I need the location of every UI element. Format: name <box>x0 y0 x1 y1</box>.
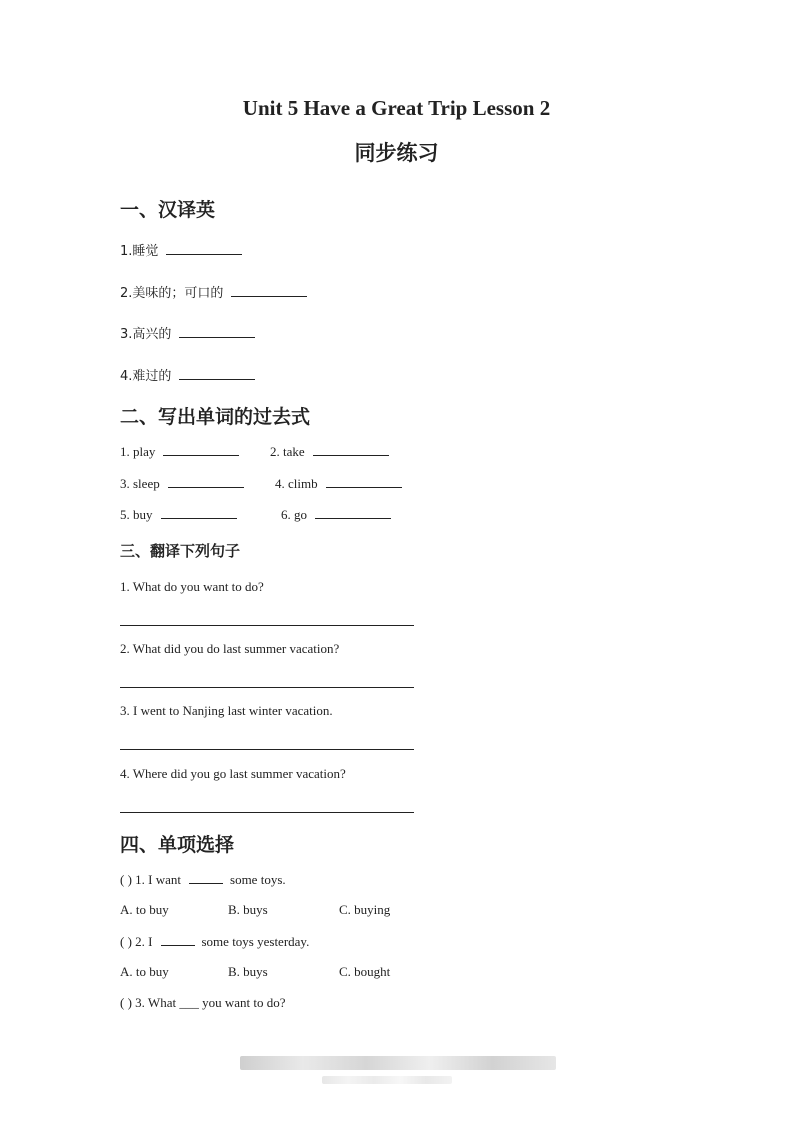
mc-option-c[interactable]: C. bought <box>339 964 391 979</box>
section2-heading: 二、写出单词的过去式 <box>120 406 311 428</box>
answer-blank[interactable] <box>179 325 255 338</box>
mc-option-b[interactable]: B. buys <box>228 964 268 979</box>
section3-item-3: 3. I went to Nanjing last winter vacation. <box>120 703 333 718</box>
section2-item-4: 4. climb <box>275 475 402 492</box>
answer-line[interactable] <box>120 812 414 813</box>
answer-line[interactable] <box>120 687 414 688</box>
mc-question-2: ( ) 2. I some toys yesterday. <box>120 934 310 949</box>
mc-option-a[interactable]: A. to buy <box>120 902 169 917</box>
page-subtitle: 同步练习 <box>354 141 439 165</box>
section1-item-2: 2.美味的；可口的 <box>120 282 307 301</box>
answer-blank[interactable] <box>326 475 402 488</box>
section2-item-3: 3. sleep <box>120 475 244 492</box>
section3-item-2: 2. What did you do last summer vacation? <box>120 641 340 656</box>
section1-item-3: 3.高兴的 <box>120 323 255 342</box>
footer-watermark <box>240 1056 556 1070</box>
section3-heading: 三、翻译下列句子 <box>120 542 241 560</box>
section2-item-5: 5. buy <box>120 506 237 523</box>
answer-blank[interactable] <box>161 506 237 519</box>
section2-item-1: 1. play <box>120 443 239 460</box>
answer-blank[interactable] <box>161 933 195 946</box>
section2-item-6: 6. go <box>281 506 391 523</box>
section3-item-1: 1. What do you want to do? <box>120 579 264 594</box>
answer-blank[interactable] <box>231 284 307 297</box>
answer-line[interactable] <box>120 749 414 750</box>
answer-blank[interactable] <box>163 443 239 456</box>
answer-blank[interactable] <box>315 506 391 519</box>
mc-option-b[interactable]: B. buys <box>228 902 268 917</box>
section3-item-4: 4. Where did you go last summer vacation? <box>120 766 346 781</box>
mc-option-a[interactable]: A. to buy <box>120 964 169 979</box>
mc-option-c[interactable]: C. buying <box>339 902 391 917</box>
answer-blank[interactable] <box>166 242 242 255</box>
section1-item-4: 4.难过的 <box>120 365 255 384</box>
page-title: Unit 5 Have a Great Trip Lesson 2 <box>242 96 551 120</box>
answer-blank[interactable] <box>168 475 244 488</box>
mc-question-3: ( ) 3. What ___ you want to do? <box>120 995 286 1010</box>
section4-heading: 四、单项选择 <box>120 834 235 856</box>
mc-question-1: ( ) 1. I want some toys. <box>120 872 286 887</box>
footer-watermark-sub <box>322 1076 452 1084</box>
answer-blank[interactable] <box>313 443 389 456</box>
section1-heading: 一、汉译英 <box>120 199 216 221</box>
answer-blank[interactable] <box>179 367 255 380</box>
section1-item-1: 1.睡觉 <box>120 240 242 259</box>
answer-line[interactable] <box>120 625 414 626</box>
answer-blank[interactable] <box>189 871 223 884</box>
section2-item-2: 2. take <box>270 443 389 460</box>
